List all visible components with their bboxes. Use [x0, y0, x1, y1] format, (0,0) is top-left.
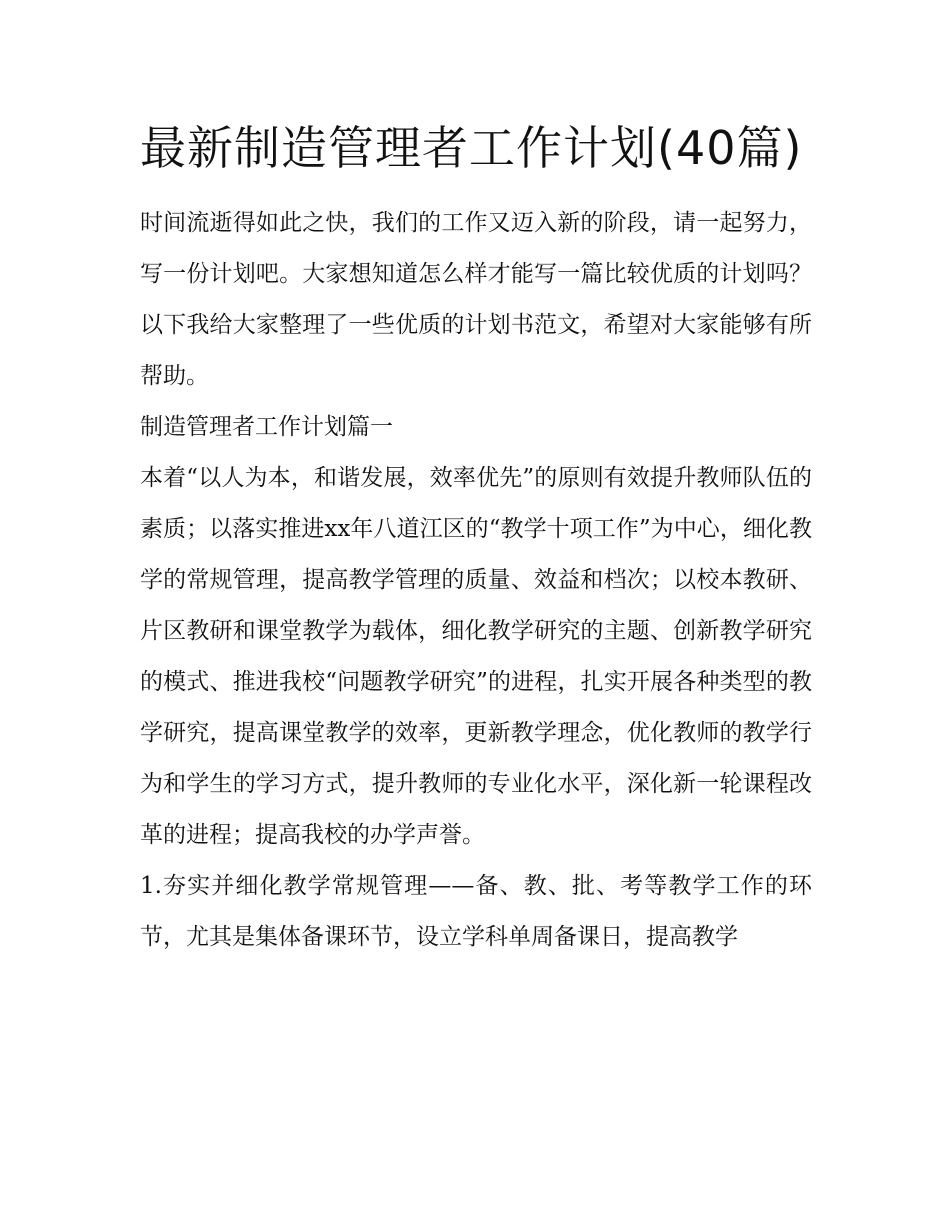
- document-title: 最新制造管理者工作计划(40篇): [140, 121, 803, 175]
- section-heading: 制造管理者工作计划篇一: [140, 414, 393, 440]
- intro-paragraph: 时间流逝得如此之快，我们的工作又迈入新的阶段，请一起努力，写一份计划吧。大家想知道怎么样才能写一篇比较优质的计划吗？以下我给大家整理了一些优质的计划书范文，希望对大家能够有所帮助。: [140, 210, 812, 389]
- body-paragraph-1: 本着“以人为本，和谐发展，效率优先”的原则有效提升教师队伍的素质；以落实推进xx年八道江区的“教学十项工作”为中心，细化教学的常规管理，提高教学管理的质量、效益和档次；以校本教研、片区教研和课堂教学为载体，细化教学研究的主题、创新教学研究的模式、推进我校“问题教学研究”的进程，扎实开展各种类型的教学研究，提高课堂教学的效率，更新教学理念，优化教师的教学行为和学生的学习方式，提升教师的专业化水平，深化新一轮课程改革的进程；提高我校的办学声誉。: [140, 465, 812, 848]
- body-paragraph-2: 1.夯实并细化教学常规管理——备、教、批、考等教学工作的环节，尤其是集体备课环节，设立学科单周备课日，提高教学: [140, 873, 812, 950]
- document-page: [140, 110, 812, 963]
